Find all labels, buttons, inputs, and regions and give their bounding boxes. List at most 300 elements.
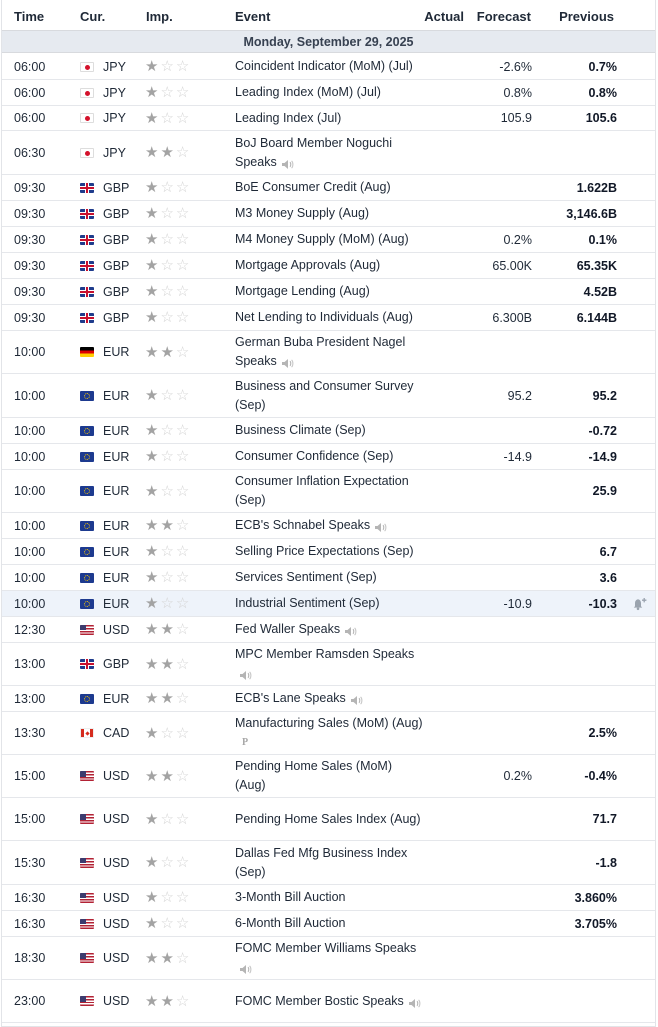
event-name[interactable]: Consumer Inflation Expectation (Sep) <box>235 474 409 507</box>
star-icon: ☆ <box>175 724 190 742</box>
star-icon: ☆ <box>175 448 190 465</box>
event-name-cell <box>235 131 425 174</box>
table-row[interactable] <box>2 470 655 513</box>
star-icon: ☆ <box>160 257 174 274</box>
event-name-wrap <box>235 844 425 882</box>
star-icon: ☆ <box>160 448 174 465</box>
star-icon: ☆ <box>160 205 174 222</box>
event-name[interactable]: Services Sentiment (Sep) <box>235 570 377 584</box>
header-forecast[interactable]: Forecast <box>476 9 531 24</box>
event-actual <box>425 106 468 130</box>
event-time: 10:00 <box>14 596 46 611</box>
table-row[interactable] <box>2 227 655 253</box>
event-name-wrap <box>235 134 425 172</box>
event-name[interactable]: Leading Index (Jul) <box>235 110 342 125</box>
star-icon: ★ <box>145 283 159 300</box>
event-previous: 3.705% <box>574 916 617 931</box>
star-icon: ★ <box>145 767 159 785</box>
event-name[interactable]: Consumer Confidence (Sep) <box>235 449 394 463</box>
event-actual <box>425 444 468 469</box>
table-row[interactable] <box>2 106 655 131</box>
event-currency: GBP <box>103 284 130 299</box>
flag-cell <box>80 911 96 936</box>
eu-flag-icon <box>80 573 94 583</box>
table-row[interactable] <box>2 980 655 1023</box>
event-previous <box>537 937 617 979</box>
table-row[interactable] <box>2 712 655 755</box>
event-name-wrap <box>235 810 421 829</box>
event-name-wrap <box>235 516 387 535</box>
event-name[interactable]: Mortgage Approvals (Aug) <box>235 258 381 272</box>
event-currency: JPY <box>103 145 126 160</box>
event-previous: 25.9 <box>592 484 617 498</box>
event-actual <box>425 80 468 105</box>
bell-plus-icon[interactable] <box>630 591 650 616</box>
star-icon: ☆ <box>175 309 190 326</box>
table-row[interactable] <box>2 798 655 841</box>
eu-flag-icon <box>80 486 94 496</box>
event-actual <box>425 331 468 373</box>
star-icon: ★ <box>145 144 159 161</box>
event-currency: USD <box>103 769 130 783</box>
table-row[interactable] <box>2 131 655 175</box>
speaker-icon <box>281 157 294 168</box>
event-time: 06:00 <box>14 85 46 100</box>
event-time: 09:30 <box>14 232 46 247</box>
star-icon: ★ <box>145 109 159 127</box>
event-name-cell <box>235 80 425 105</box>
event-name[interactable]: Fed Waller Speaks <box>235 622 341 636</box>
table-row[interactable] <box>2 175 655 201</box>
event-name-wrap <box>235 57 413 76</box>
importance-stars <box>145 131 205 174</box>
event-name[interactable]: FOMC Member Bostic Speaks <box>235 993 404 1008</box>
event-name-wrap <box>235 282 370 301</box>
event-name[interactable]: German Buba President Nagel Speaks <box>235 335 406 368</box>
star-icon: ★ <box>160 992 174 1010</box>
header-time[interactable]: Time <box>14 9 45 24</box>
event-name-cell <box>235 643 425 685</box>
event-forecast <box>472 418 532 443</box>
star-icon: ☆ <box>160 309 174 326</box>
jp-flag-icon <box>80 88 94 98</box>
star-icon: ★ <box>145 309 159 326</box>
event-name-cell <box>235 470 425 512</box>
event-name-wrap <box>235 230 409 249</box>
star-icon: ★ <box>145 231 159 248</box>
star-icon: ★ <box>160 949 174 967</box>
table-row[interactable] <box>2 565 655 591</box>
star-icon: ★ <box>145 569 159 586</box>
table-row[interactable] <box>2 911 655 937</box>
event-name[interactable]: Pending Home Sales (MoM) (Aug) <box>235 759 393 792</box>
event-name[interactable]: BoJ Board Member Noguchi Speaks <box>235 135 393 169</box>
event-forecast <box>472 565 532 590</box>
event-name[interactable]: Business Climate (Sep) <box>235 423 366 437</box>
table-row[interactable] <box>2 305 655 331</box>
event-name[interactable]: Industrial Sentiment (Sep) <box>235 596 380 610</box>
star-icon: ☆ <box>160 422 174 439</box>
event-time: 13:30 <box>14 726 46 740</box>
event-name[interactable]: MPC Member Ramsden Speaks <box>235 647 415 661</box>
event-time: 16:30 <box>14 890 46 905</box>
star-icon: ★ <box>145 992 159 1010</box>
star-icon: ★ <box>145 84 159 101</box>
star-icon: ★ <box>145 543 159 560</box>
table-row[interactable] <box>2 686 655 712</box>
gb-flag-icon <box>80 235 94 245</box>
flag-cell <box>80 227 96 252</box>
header-previous[interactable]: Previous <box>559 9 614 24</box>
gb-flag-icon <box>80 209 94 219</box>
importance-stars <box>145 712 205 754</box>
event-currency: EUR <box>103 570 130 585</box>
table-row[interactable] <box>2 374 655 418</box>
table-row[interactable] <box>2 539 655 565</box>
event-currency: GBP <box>103 258 130 273</box>
event-actual <box>425 470 468 512</box>
event-name[interactable]: ECB's Schnabel Speaks <box>235 518 371 532</box>
star-icon: ☆ <box>160 889 174 906</box>
event-currency: GBP <box>103 206 130 221</box>
star-icon: ☆ <box>175 915 190 932</box>
event-name-cell <box>235 444 425 469</box>
event-currency: JPY <box>103 59 126 74</box>
event-name[interactable]: FOMC Member Williams Speaks <box>235 941 417 955</box>
event-name[interactable]: Leading Index (MoM) (Jul) <box>235 85 381 99</box>
table-row[interactable] <box>2 591 655 617</box>
importance-stars <box>145 755 205 797</box>
event-previous: 95.2 <box>592 388 617 403</box>
star-icon: ★ <box>145 179 159 196</box>
event-actual <box>425 418 468 443</box>
star-icon: ★ <box>145 621 159 638</box>
star-icon: ★ <box>145 595 159 612</box>
event-name-cell <box>235 106 425 130</box>
day-separator: Monday, September 29, 2025 <box>2 31 655 53</box>
event-name-cell <box>235 175 425 200</box>
event-name-cell <box>235 253 425 278</box>
event-actual <box>425 279 468 304</box>
event-time: 10:00 <box>14 345 46 359</box>
star-icon: ★ <box>145 655 159 673</box>
flag-cell <box>80 798 96 840</box>
event-actual <box>425 565 468 590</box>
us-flag-icon <box>80 814 94 824</box>
star-icon: ☆ <box>160 854 174 871</box>
table-row[interactable] <box>2 444 655 470</box>
event-time: 10:00 <box>14 449 46 464</box>
event-previous: 65.35K <box>576 258 617 273</box>
flag-cell <box>80 565 96 590</box>
event-currency: GBP <box>103 180 130 195</box>
event-name[interactable]: BoE Consumer Credit (Aug) <box>235 180 391 194</box>
star-icon: ★ <box>145 422 159 439</box>
star-icon: ★ <box>160 517 174 534</box>
flag-cell <box>80 470 96 512</box>
event-name-wrap <box>235 83 381 102</box>
importance-stars <box>145 418 205 443</box>
event-time: 10:00 <box>14 518 46 533</box>
event-forecast <box>472 617 532 642</box>
event-forecast <box>472 980 532 1022</box>
header-currency[interactable]: Cur. <box>80 9 106 24</box>
event-actual <box>425 227 468 252</box>
event-previous <box>537 131 617 174</box>
event-previous: 0.1% <box>588 232 617 247</box>
event-currency: USD <box>103 855 130 870</box>
star-icon: ☆ <box>175 992 190 1010</box>
event-name-cell <box>235 539 425 564</box>
star-icon: ★ <box>145 448 159 465</box>
event-name-wrap <box>235 939 425 977</box>
event-name[interactable]: ECB's Lane Speaks <box>235 691 346 705</box>
event-name-wrap <box>235 333 425 371</box>
event-actual <box>425 513 468 538</box>
event-actual <box>425 980 468 1022</box>
event-name-wrap <box>235 472 425 510</box>
event-previous: 0.7% <box>588 59 617 74</box>
eu-flag-icon <box>80 391 94 401</box>
event-name[interactable]: 3-Month Bill Auction <box>235 890 346 904</box>
event-actual <box>425 937 468 979</box>
event-name-wrap <box>235 204 369 223</box>
flag-cell <box>80 106 96 130</box>
flag-cell <box>80 201 96 226</box>
event-time: 09:30 <box>14 180 46 195</box>
gb-flag-icon <box>80 313 94 323</box>
star-icon: ★ <box>145 949 159 967</box>
event-name-wrap <box>235 645 425 683</box>
us-flag-icon <box>80 625 94 635</box>
importance-stars <box>145 841 205 884</box>
event-time: 18:30 <box>14 951 46 965</box>
event-forecast: 0.8% <box>503 85 532 100</box>
star-icon: ★ <box>145 915 159 932</box>
event-currency: EUR <box>103 484 130 498</box>
event-currency: EUR <box>103 449 130 464</box>
star-icon: ☆ <box>175 343 190 361</box>
event-actual <box>425 911 468 936</box>
event-name[interactable]: Net Lending to Individuals (Aug) <box>235 310 413 324</box>
event-name-wrap <box>235 447 393 466</box>
event-actual <box>425 374 468 417</box>
event-name[interactable]: M4 Money Supply (MoM) (Aug) <box>235 232 409 246</box>
star-icon: ★ <box>160 690 174 707</box>
event-name-cell <box>235 980 425 1022</box>
star-icon: ★ <box>145 690 159 707</box>
event-time: 23:00 <box>14 994 46 1008</box>
event-currency: CAD <box>103 726 130 740</box>
event-time: 06:00 <box>14 111 46 125</box>
event-time: 10:00 <box>14 388 46 403</box>
eu-flag-icon <box>80 452 94 462</box>
table-row[interactable] <box>2 54 655 80</box>
event-previous: -1.8 <box>595 855 617 870</box>
event-actual <box>425 305 468 330</box>
table-row[interactable] <box>2 279 655 305</box>
event-previous: 6.144B <box>576 310 617 325</box>
event-currency: GBP <box>103 310 130 325</box>
flag-cell <box>80 513 96 538</box>
speaker-icon <box>374 520 387 531</box>
flag-cell <box>80 279 96 304</box>
table-row[interactable] <box>2 201 655 227</box>
star-icon: ★ <box>160 621 174 638</box>
event-currency: EUR <box>103 544 130 559</box>
flag-cell <box>80 643 96 685</box>
event-forecast: 95.2 <box>507 388 532 403</box>
table-row[interactable] <box>2 937 655 980</box>
event-time: 12:30 <box>14 622 46 637</box>
importance-stars <box>145 513 205 538</box>
event-currency: EUR <box>103 345 130 359</box>
star-icon: ☆ <box>160 569 174 586</box>
eu-flag-icon <box>80 521 94 531</box>
event-name-wrap <box>235 914 345 933</box>
event-name-cell <box>235 841 425 884</box>
table-row[interactable] <box>2 253 655 279</box>
event-forecast <box>472 841 532 884</box>
gb-flag-icon <box>80 261 94 271</box>
event-name-wrap <box>235 620 357 639</box>
table-row[interactable] <box>2 331 655 374</box>
event-time: 15:00 <box>14 769 46 783</box>
event-name[interactable]: Dallas Fed Mfg Business Index (Sep) <box>235 845 408 879</box>
event-name-wrap <box>235 757 425 795</box>
star-icon: ★ <box>160 343 174 361</box>
star-icon: ☆ <box>160 724 174 742</box>
event-name[interactable]: Pending Home Sales Index (Aug) <box>235 811 421 826</box>
star-icon: ☆ <box>175 109 190 127</box>
event-name-cell <box>235 279 425 304</box>
event-name[interactable]: Manufacturing Sales (MoM) (Aug) <box>235 715 423 730</box>
star-icon: ☆ <box>175 231 190 248</box>
economic-calendar <box>1 0 656 1027</box>
star-icon: ☆ <box>175 517 190 534</box>
event-time: 09:30 <box>14 310 46 325</box>
table-row[interactable] <box>2 885 655 911</box>
table-row[interactable] <box>2 643 655 686</box>
event-forecast: 65.00K <box>492 258 532 273</box>
header-importance[interactable]: Imp. <box>146 9 173 24</box>
event-previous <box>537 617 617 642</box>
event-name-wrap <box>235 308 413 327</box>
event-currency: JPY <box>103 111 126 125</box>
event-forecast <box>472 911 532 936</box>
event-time: 10:00 <box>14 570 46 585</box>
star-icon: ☆ <box>175 144 190 161</box>
event-actual <box>425 175 468 200</box>
star-icon: ★ <box>160 655 174 673</box>
event-actual <box>425 201 468 226</box>
table-row[interactable] <box>2 841 655 885</box>
importance-stars <box>145 470 205 512</box>
event-previous: 71.7 <box>592 812 617 826</box>
event-currency: GBP <box>103 232 130 247</box>
event-time: 13:00 <box>14 691 46 706</box>
table-row[interactable] <box>2 617 655 643</box>
star-icon: ☆ <box>175 58 190 75</box>
event-name-cell <box>235 686 425 711</box>
star-icon: ☆ <box>175 595 190 612</box>
star-icon: ☆ <box>175 84 190 101</box>
table-row[interactable] <box>2 80 655 106</box>
event-name[interactable]: Mortgage Lending (Aug) <box>235 284 370 298</box>
event-forecast <box>472 201 532 226</box>
event-actual <box>425 755 468 797</box>
event-name-wrap <box>235 689 363 708</box>
star-icon: ☆ <box>160 231 174 248</box>
header-event[interactable]: Event <box>235 9 271 24</box>
us-flag-icon <box>80 996 94 1006</box>
event-forecast: 6.300B <box>492 310 532 325</box>
star-icon: ☆ <box>175 543 190 560</box>
importance-stars <box>145 374 205 417</box>
event-forecast: -14.9 <box>503 449 532 464</box>
importance-stars <box>145 106 205 130</box>
us-flag-icon <box>80 919 94 929</box>
star-icon: ☆ <box>175 949 190 967</box>
importance-stars <box>145 565 205 590</box>
gb-flag-icon <box>80 659 94 669</box>
star-icon: ★ <box>145 387 159 404</box>
event-name-cell <box>235 591 425 616</box>
event-currency: USD <box>103 951 130 965</box>
event-previous: -10.3 <box>588 596 617 611</box>
flag-cell <box>80 755 96 797</box>
event-actual <box>425 712 468 754</box>
table-row[interactable] <box>2 513 655 539</box>
event-previous <box>537 686 617 711</box>
star-icon: ★ <box>145 343 159 361</box>
header-actual[interactable]: Actual <box>424 9 464 24</box>
event-time: 10:00 <box>14 544 46 559</box>
star-icon: ☆ <box>175 179 190 196</box>
event-currency: EUR <box>103 423 130 438</box>
importance-stars <box>145 444 205 469</box>
event-name-wrap <box>235 377 425 415</box>
star-icon: ★ <box>145 517 159 534</box>
event-currency: GBP <box>103 657 130 671</box>
gb-flag-icon <box>80 183 94 193</box>
event-forecast: -10.9 <box>503 596 532 611</box>
event-name[interactable]: M3 Money Supply (Aug) <box>235 206 370 220</box>
event-name[interactable]: Business and Consumer Survey (Sep) <box>235 378 414 412</box>
event-name[interactable]: Coincident Indicator (MoM) (Jul) <box>235 59 413 73</box>
event-forecast: 105.9 <box>500 111 532 125</box>
star-icon: ★ <box>145 257 159 274</box>
event-forecast <box>472 470 532 512</box>
event-previous: 4.52B <box>583 284 617 299</box>
us-flag-icon <box>80 858 94 868</box>
event-actual <box>425 686 468 711</box>
event-name[interactable]: 6-Month Bill Auction <box>235 916 346 930</box>
importance-stars <box>145 798 205 840</box>
event-forecast <box>472 131 532 174</box>
event-time: 15:30 <box>14 855 46 870</box>
event-forecast <box>472 798 532 840</box>
event-name[interactable]: Selling Price Expectations (Sep) <box>235 544 414 558</box>
importance-stars <box>145 305 205 330</box>
flag-cell <box>80 712 96 754</box>
importance-stars <box>145 686 205 711</box>
table-row[interactable] <box>2 755 655 798</box>
table-row[interactable] <box>2 418 655 444</box>
eu-flag-icon <box>80 599 94 609</box>
de-flag-icon <box>80 347 94 357</box>
star-icon: ☆ <box>175 854 190 871</box>
